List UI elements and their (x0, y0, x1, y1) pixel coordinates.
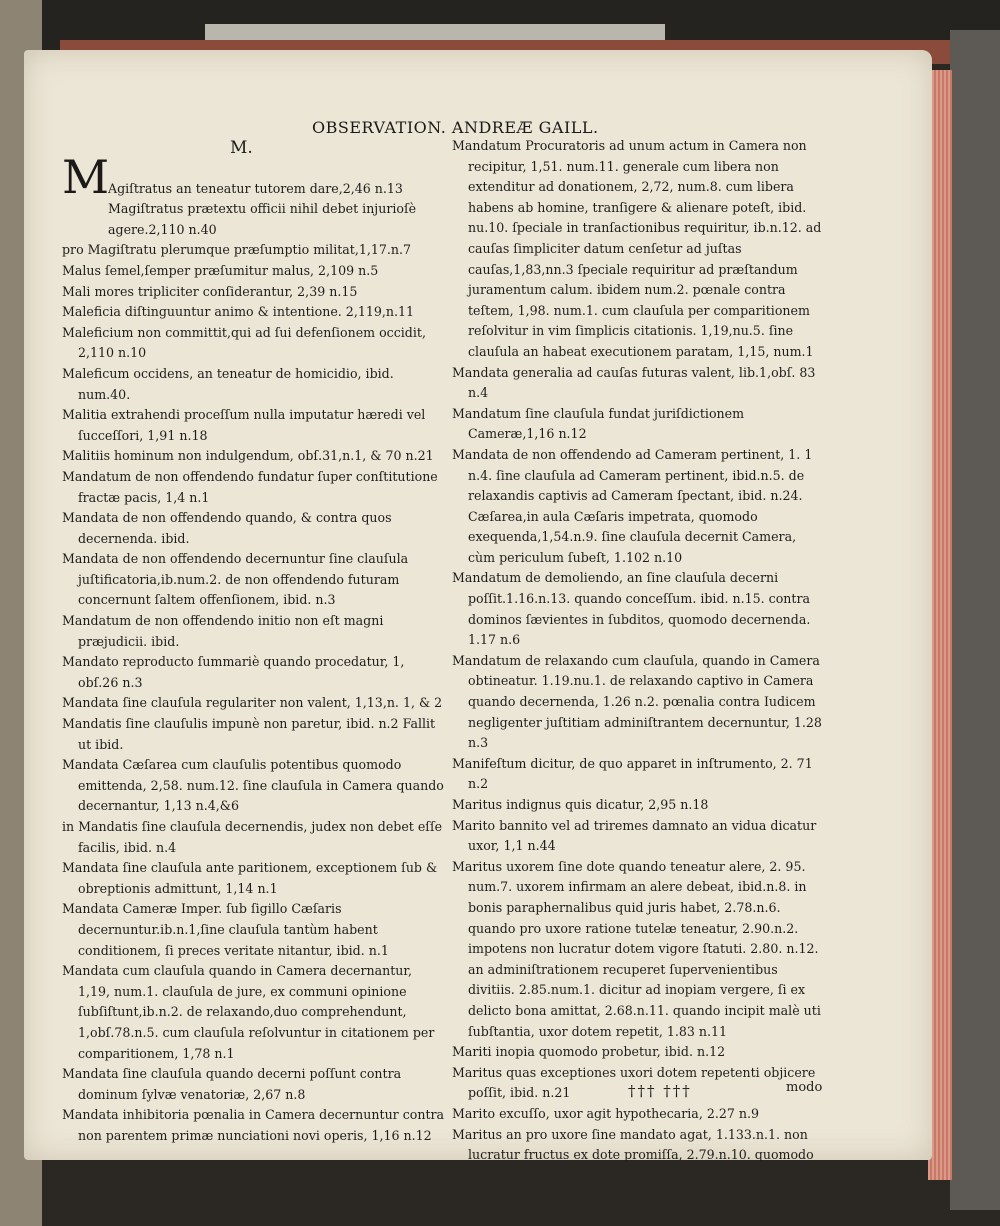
index-entry: Mandato reproducto ſummariè quando procedatur, 1, obſ.26 n.3 (62, 654, 405, 690)
left-index-column (62, 150, 445, 1147)
index-entry: Mandata de non offendendo decernuntur ſine clauſula juſtificatoria,ib.num.2. de non offendendo futuram concernunt ſaltem offenſionem, ibid. n.3 (62, 551, 409, 608)
index-entry: Maleficia diſtinguuntur animo & intentione. 2,119,n.11 (62, 304, 415, 320)
index-entry: Mariti inopia quomodo probetur, ibid. n.12 (452, 1044, 726, 1060)
index-entry: Mandata Cæſarea cum clauſulis potentibus quomodo emittenda, 2,58. num.12. ſine clauſula in Camera quando decernantur, 1,13 n.4,&6 (62, 757, 444, 814)
index-entry: Mandata generalia ad cauſas futuras valent, lib.1,obſ. 83 n.4 (452, 364, 816, 401)
index-entry: Maritus quas exceptiones uxori dotem repetenti objicere poſſit, ibid. n.21 (452, 1064, 816, 1101)
index-entry: Mandata Cameræ Imper. ſub ſigillo Cæſaris decernuntur.ib.n.1,ſine clauſula tantùm habent conditionem, ſi preces veritate nitantur, ibid. n.1 (62, 901, 389, 958)
index-entry: Maleficium non committit,qui ad ſui defenſionem occidit, 2,110 n.10 (62, 324, 426, 361)
book-cover-edge (950, 30, 1000, 1210)
index-entry-first (62, 150, 445, 240)
running-header: OBSERVATION. ANDREÆ GAILL. (312, 118, 599, 137)
drop-capital: M (62, 150, 110, 204)
index-entry: Mandatum de demoliendo, an ſine clauſula decerni poſſit.1.16.n.13. quando conceſſum. ibid. n.15. contra dominos ſævientes in ſubditos, quomodo decernenda. 1.17 n.6 (452, 570, 811, 648)
index-entry: pro Magiſtratu plerumque præſumptio militat,1,17.n.7 (62, 242, 412, 258)
index-entry: Maritus indignus quis dicatur, 2,95 n.18 (452, 797, 709, 812)
right-index-column (452, 136, 827, 1166)
index-entry: Mandata de non offendendo ad Cameram pertinent, 1. 1 n.4. ſine clauſula ad Cameram pertinent, ibid.n.5. de relaxandis captivis ad Cameram ſpectant, ibid. n.24. Cæſarea,in aula Cæſaris impetrata, quomodo exequenda,1,54.n.9. ſine clauſula decernit Camera, cùm periculum ſubeſt, 1.102 n.10 (452, 446, 813, 565)
index-entry: Mandatum Procuratoris ad unum actum in Camera non recipitur, 1,51. num.11. generale cum libera non extenditur ad donationem, 2,72, num.8. cum libera habens ab homine, tranſigere & alienare poteſt, ibid. nu.10. ſpeciale in tranſactionibus requiritur, ib.n.12. ad cauſas ſimpliciter datum cenſetur ad juſtas cauſas,1,83,nn.3 ſpeciale requiritur ad præſtandum juramentum calum. ibidem num.2. pœnale contra teſtem, 1,98. num.1. cum clauſula per comparitionem reſolvitur in vim ſimplicis citationis. 1,19,nu.5. ſine clauſula an habeat executionem paratam, 1,15, num.1 (452, 138, 822, 359)
index-entry: Malus ſemel,ſemper præſumitur malus, 2,109 n.5 (62, 262, 379, 278)
index-entry: Mandata ſine clauſula quando decerni poſſunt contra dominum ſylvæ venatoriæ, 2,67 n.8 (62, 1066, 402, 1102)
index-entry: Mandata inhibitoria pœnalia in Camera decernuntur contra non parentem primæ nunciationi novi operis, 1,16 n.12 (62, 1107, 445, 1143)
index-entry: Marito bannito vel ad triremes damnato an vidua dicatur uxor, 1,1 n.44 (452, 817, 817, 854)
index-entry: Mandatum de relaxando cum clauſula, quando in Camera obtineatur. 1.19.nu.1. de relaxando captivo in Camera quando decernenda, 1.26 n.2. pœnalia contra Iudicem negligenter juſtitiam adminiſtrantem decernuntur, 1.28 n.3 (452, 652, 822, 751)
index-entry: Malitia extrahendi proceſſum nulla imputatur hæredi vel ſucceſſori, 1,91 n.18 (62, 407, 426, 443)
index-entry: Mandata de non offendendo quando, & contra quos decernenda. ibid. (62, 510, 392, 546)
index-entry: Maleficum occidens, an teneatur de homicidio, ibid. num.40. (62, 365, 394, 402)
index-entry: Mali mores tripliciter conſiderantur, 2,39 n.15 (62, 283, 358, 299)
index-entry: Maritus an pro uxore ſine mandato agat, 1.133.n.1. non lucratur fructus ex dote promiſſa, 2.79.n.10. quomodo (452, 1126, 814, 1163)
index-entry: Malitiis hominum non indulgendum, obſ.31,n.1, & 70 n.21 (62, 448, 434, 464)
signature-mark: ††† ††† (628, 1082, 692, 1100)
index-entry: Mandatum de non offendendo fundatur ſuper conſtitutione fractæ pacis, 1,4 n.1 (62, 468, 438, 505)
index-entry: Maritus uxorem ſine dote quando teneatur alere, 2. 95. num.7. uxorem infirmam an alere debeat, ibid.n.8. in bonis paraphernalibus quid juris habet, 2.78.n.6. quando pro uxore ratione tutelæ teneatur, 2.90.n.2. impotens non lucratur dotem vigore ſtatuti. 2.80. n.12. an adminiſtrationem recuperet ſupervenientibus divitiis. 2.85.num.1. dicitur ad inopiam vergere, ſi ex delicto bona amittat, 2.68.n.11. quando incipit malè uti ſubſtantia, uxor dotem repetit, 1.83 n.11 (452, 858, 821, 1039)
index-entry: in Mandatis ſine clauſula decernendis, judex non debet eſſe facilis, ibid. n.4 (62, 819, 443, 855)
section-letter: M. (230, 138, 253, 158)
index-entry: Mandatis ſine clauſulis impunè non paretur, ibid. n.2 Fallit ut ibid. (62, 716, 436, 752)
index-entry: Manifeſtum dicitur, de quo apparet in inſtrumento, 2. 71 n.2 (452, 755, 813, 792)
catchword: modo (786, 1080, 823, 1095)
index-entry: Mandata ſine clauſula regulariter non valent, 1,13,n. 1, & 2 (62, 695, 443, 711)
first-entry-text: Agiſtratus an teneatur tutorem dare,2,46 n.13 Magiſtratus prætextu officii nihil debet injurioſè agere.2,110 n.40 (108, 180, 417, 237)
index-entry: Mandatum de non offendendo initio non eſt magni præjudicii. ibid. (62, 613, 384, 649)
index-entry: Mandata cum clauſula quando in Camera decernantur, 1,19, num.1. clauſula de jure, ex communi opinione ſubſiſtunt,ib.n.2. de relaxando,duo comprehendunt, 1,obſ.78.n.5. cum clauſula reſolvuntur in citationem per comparitionem, 1,78 n.1 (62, 963, 435, 1061)
index-entry: Mandatum ſine clauſula fundat juriſdictionem Cameræ,1,16 n.12 (452, 405, 745, 442)
index-entry: Marito excuſſo, uxor agit hypothecaria, 2.27 n.9 (452, 1105, 759, 1121)
index-entry: Mandata ſine clauſula ante paritionem, exceptionem ſub & obreptionis admittunt, 1,14 n.1 (62, 860, 438, 896)
